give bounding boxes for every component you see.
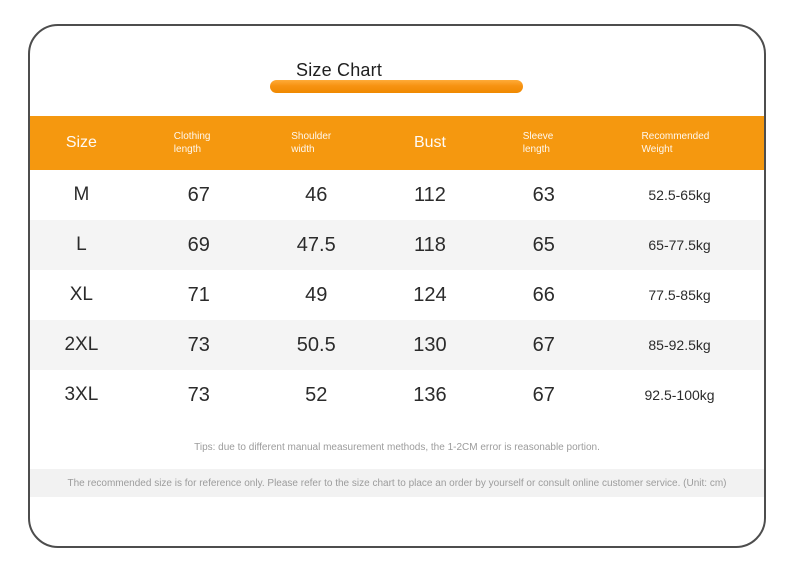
table-row-xl <box>30 270 764 320</box>
title-zone <box>30 26 764 116</box>
tips-note: Tips: due to different manual measurement methods, the 1-2CM error is reasonable portion. <box>194 442 600 453</box>
table-body <box>30 170 764 420</box>
cell-recommended-weight: 52.5-65kg <box>648 187 711 203</box>
header-cell-bust: Bust <box>413 134 446 151</box>
cell-bust: 130 <box>413 333 447 356</box>
table-row-m <box>30 170 764 220</box>
cell-recommended-weight: 92.5-100kg <box>644 387 715 403</box>
cell-shoulder-width: 47.5 <box>296 233 336 256</box>
cell-bust: 136 <box>413 383 447 406</box>
header-cell-size: Size <box>65 134 97 151</box>
cell-sleeve-length: 65 <box>532 233 555 256</box>
cell-recommended-weight: 77.5-85kg <box>648 287 711 303</box>
cell-sleeve-length: 66 <box>532 283 555 306</box>
cell-size: 3XL <box>64 384 99 405</box>
table-row-l <box>30 220 764 270</box>
cell-clothing-length: 73 <box>187 333 210 356</box>
cell-size: L <box>76 234 87 255</box>
cell-sleeve-length: 63 <box>532 183 555 206</box>
cell-shoulder-width: 49 <box>305 283 328 306</box>
cell-bust: 124 <box>413 283 447 306</box>
size-chart-title: Size Chart <box>296 60 383 80</box>
disclaimer-note: The recommended size is for reference only. Please refer to the size chart to place an order by yourself or consult online customer service. (Unit: cm) <box>67 477 727 489</box>
table-row-2xl <box>30 320 764 370</box>
cell-clothing-length: 73 <box>187 383 210 406</box>
size-chart-card <box>28 24 766 548</box>
cell-shoulder-width: 50.5 <box>296 333 336 356</box>
cell-shoulder-width: 52 <box>305 383 328 406</box>
cell-sleeve-length: 67 <box>532 333 555 356</box>
cell-bust: 112 <box>414 183 446 206</box>
cell-size: 2XL <box>64 334 99 355</box>
cell-shoulder-width: 46 <box>305 183 328 206</box>
cell-clothing-length: 67 <box>187 183 210 206</box>
cell-size: M <box>73 184 90 205</box>
cell-bust: 118 <box>414 233 446 256</box>
cell-sleeve-length: 67 <box>532 383 555 406</box>
header-cell-recommended-weight: Recommended Weight <box>641 131 710 155</box>
header-cell-shoulder-width: Shoulder width <box>291 131 332 155</box>
table-row-3xl <box>30 370 764 420</box>
cell-recommended-weight: 65-77.5kg <box>648 237 711 253</box>
cell-clothing-length: 69 <box>187 233 210 256</box>
cell-size: XL <box>69 284 93 305</box>
header-cell-clothing-length: Clothing length <box>173 131 211 155</box>
cell-recommended-weight: 85-92.5kg <box>648 337 711 353</box>
cell-clothing-length: 71 <box>187 283 210 306</box>
disclaimer-band <box>30 469 764 497</box>
table-header-row <box>30 116 764 170</box>
title-underline-bar <box>270 80 523 93</box>
header-cell-sleeve-length: Sleeve length <box>522 131 554 155</box>
